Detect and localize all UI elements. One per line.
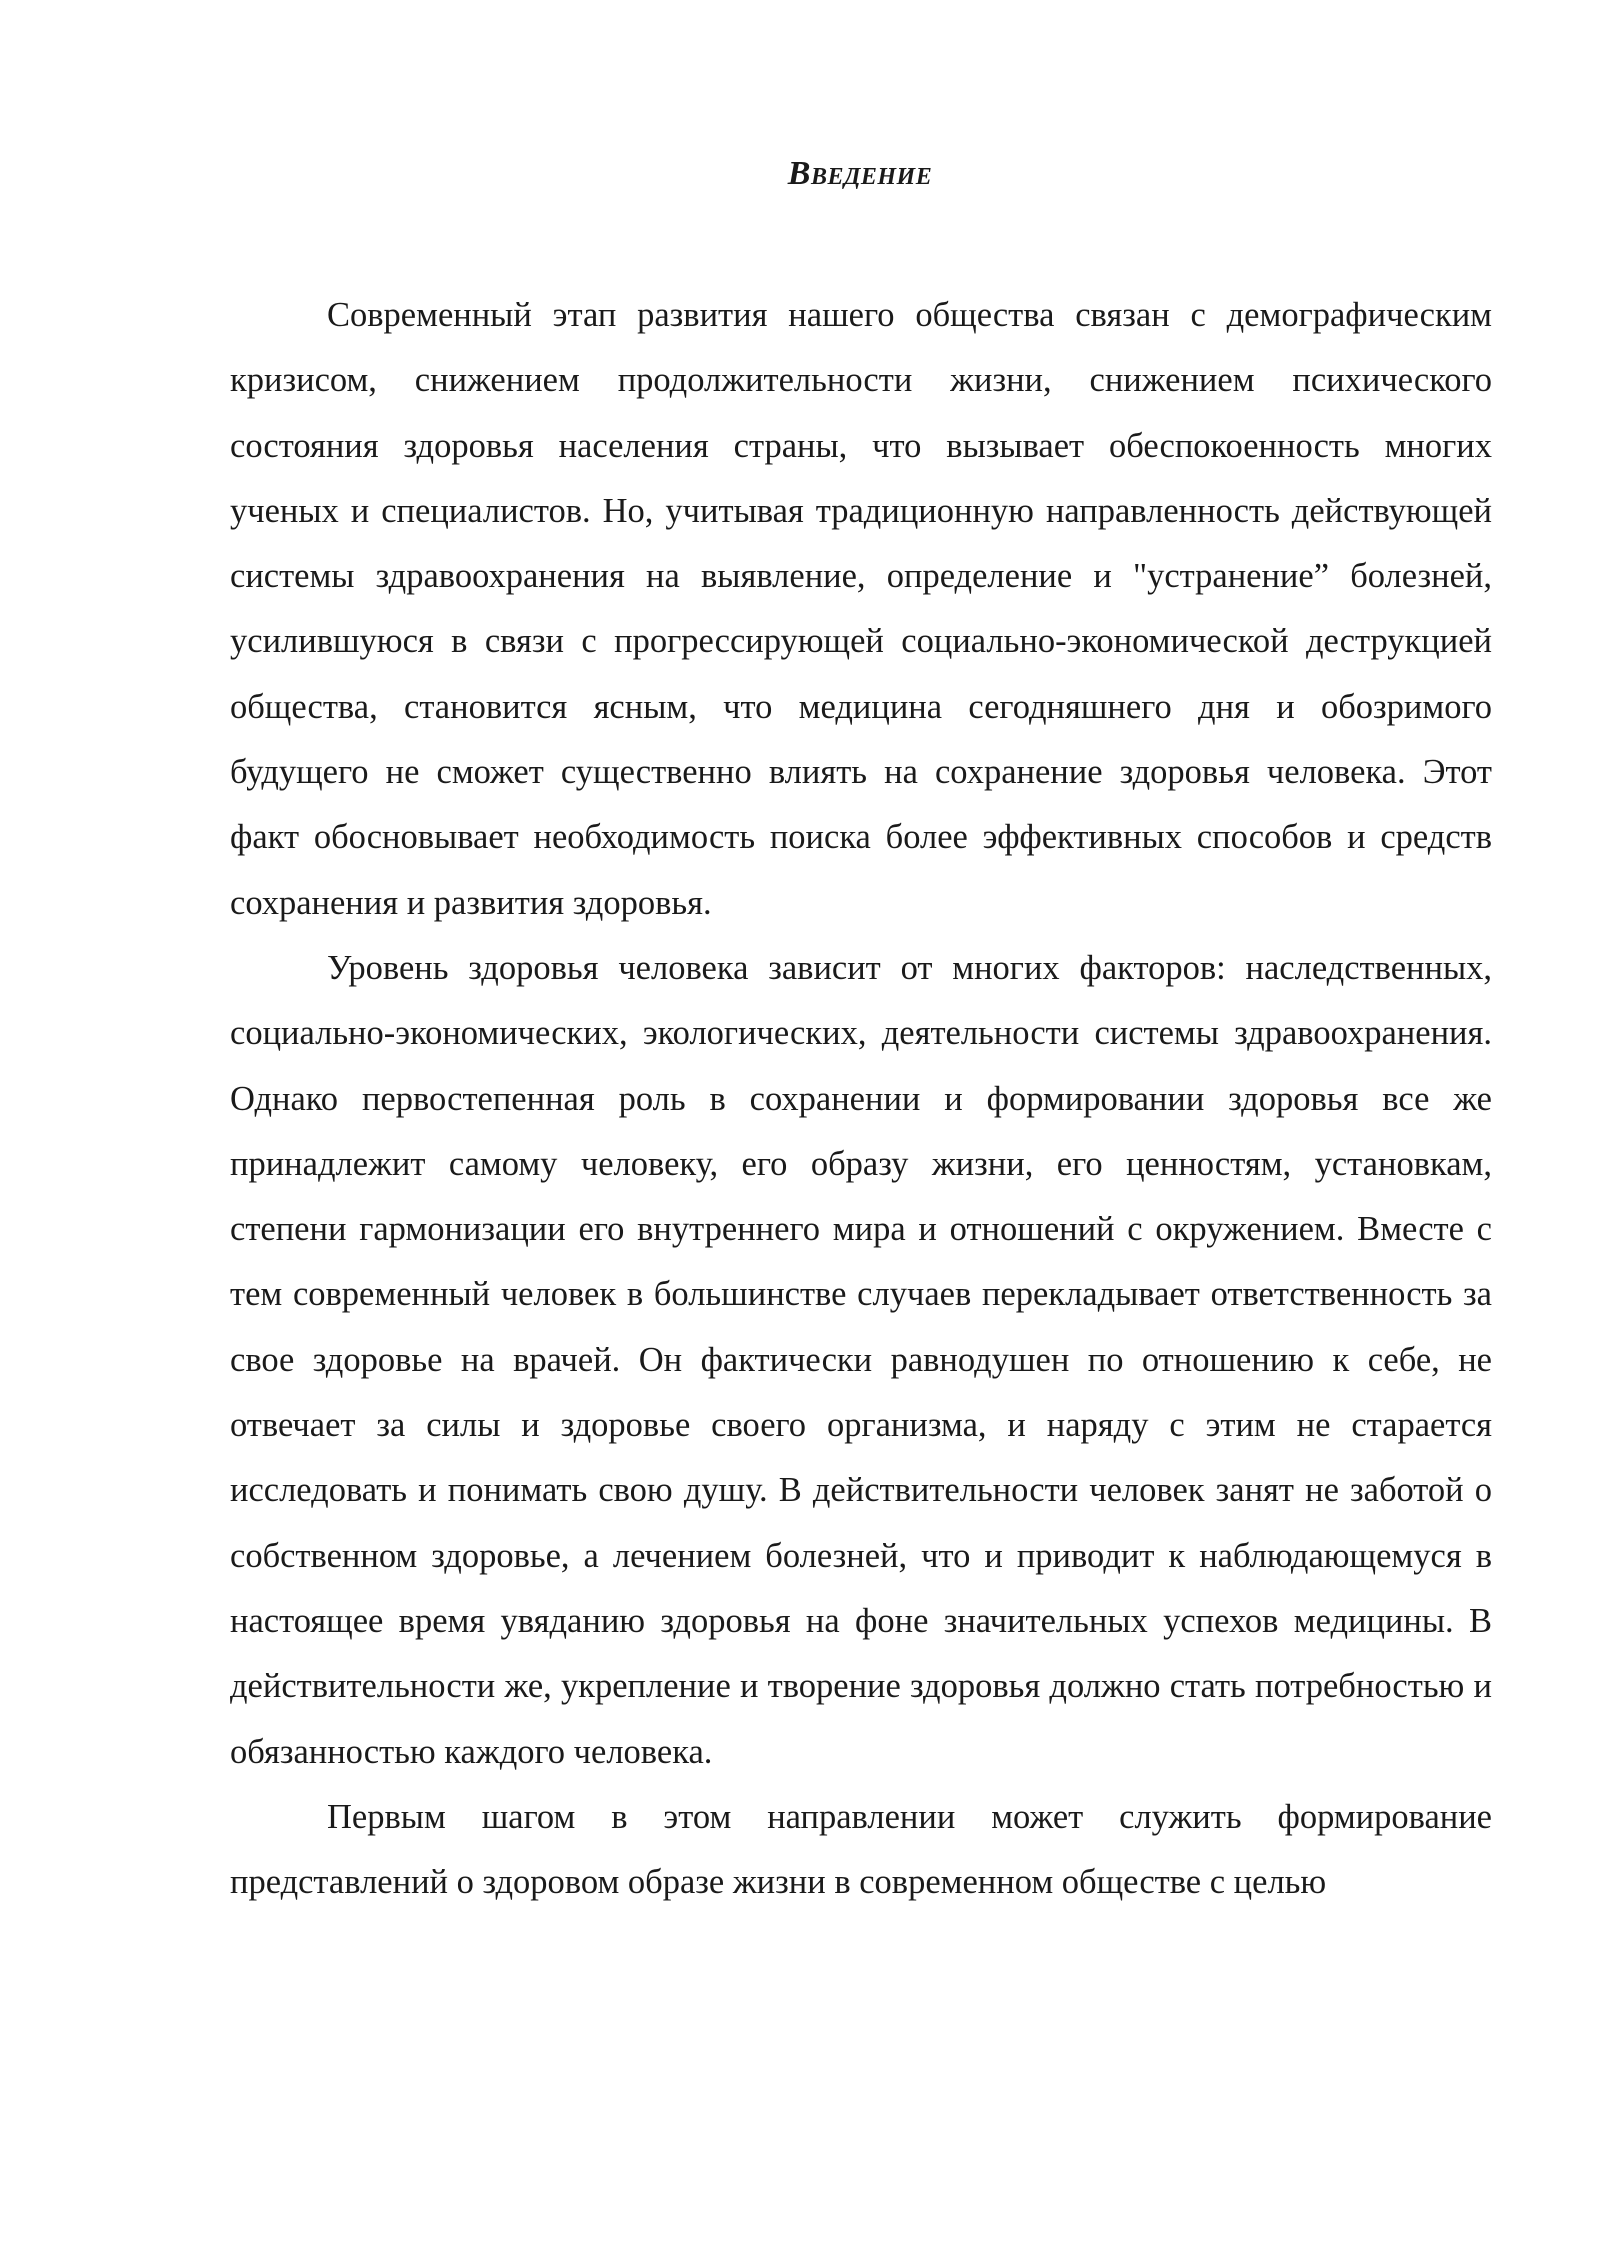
- paragraph: Первым шагом в этом направлении может служить формирование представлений о здоровом образе жизни в современном обществе с целью: [230, 1797, 1492, 1902]
- paragraph: Современный этап развития нашего общества связан с демографическим кризисом, снижением продолжительности жизни, снижением психического состояния здоровья населения страны, что вызывает обеспокоенность многих ученых и специалистов. Но, учитывая традиционную направленность действующей системы здравоохранения на выявление, определение и "устранение” болезней, усилившуюся в связи с прогрессирующей социально-экономической деструкцией общества, становится ясным, что медицина сегодняшнего дня и обозримого будущего не сможет существенно влиять на сохранение здоровья человека. Этот факт обосновывает необходимость поиска более эффективных способов и средств сохранения и развития здоровья.: [230, 296, 1492, 922]
- page-title: Введение: [787, 155, 933, 192]
- paragraph: Уровень здоровья человека зависит от многих факторов: наследственных, социально-экономических, экологических, деятельности системы здравоохранения. Однако первостепенная роль в сохранении и формировании здоровья все же принадлежит самому человеку, его образу жизни, его ценностям, установкам, степени гармонизации его внутреннего мира и отношений с окружением. Вместе с тем современный человек в большинстве случаев перекладывает ответственность за свое здоровье на врачей. Он фактически равнодушен по отношению к себе, не отвечает за силы и здоровье своего организма, и наряду с этим не старается исследовать и понимать свою душу. В действительности человек занят не заботой о собственном здоровье, а лечением болезней, что и приводит к наблюдающемуся в настоящее время увяданию здоровья на фоне значительных успехов медицины. В действительности же, укрепление и творение здоровья должно стать потребностью и обязанностью каждого человека.: [230, 948, 1492, 1771]
- document-body: [230, 283, 1492, 1915]
